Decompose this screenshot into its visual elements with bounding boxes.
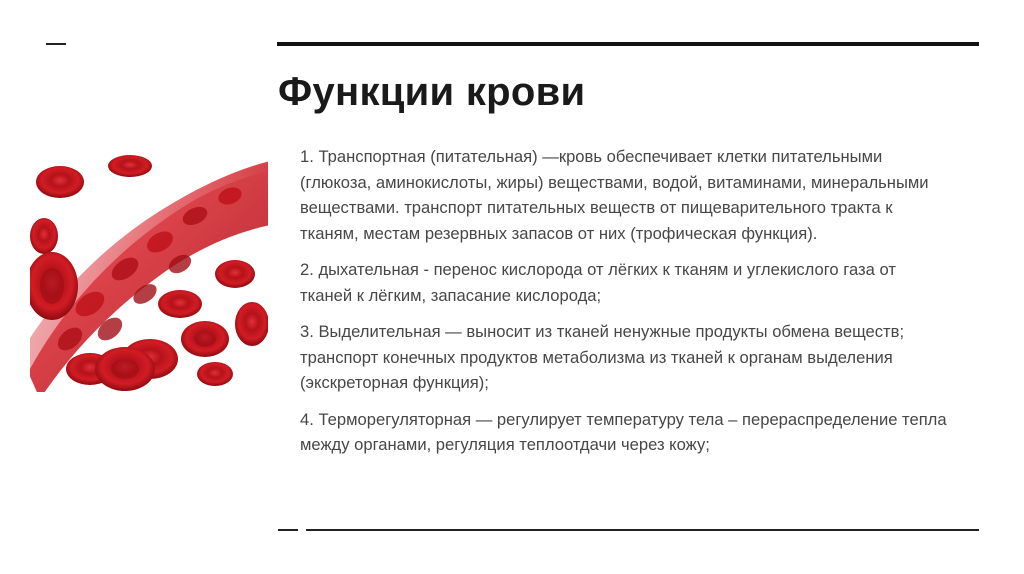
red-blood-cell <box>158 290 202 318</box>
function-item-excretory: 3. Выделительная — выносит из тканей ненужные продукты обмена веществ; транспорт конечных продуктов метаболизма из тканей к органам выделения (экскреторная функция); <box>300 322 905 392</box>
red-blood-cell <box>30 218 58 254</box>
red-blood-cell <box>36 166 84 198</box>
function-item-transport: 1. Транспортная (питательная) —кровь обеспечивает клетки питательными (глюкоза, аминокислоты, жиры) веществами, водой, витаминами, минеральными веществами. транспорт питательных веществ от пищеварительного тракта к тканям, местам резервных запасов от них (трофическая функция). <box>300 147 929 243</box>
top-rule <box>277 42 979 46</box>
function-item-respiratory: 2. дыхательная - перенос кислорода от лёгких к тканям и углекислого газа от тканей к лёгким, запасание кислорода; <box>300 260 896 305</box>
red-blood-cell <box>235 302 268 346</box>
red-blood-cell <box>108 155 152 177</box>
bottom-rule <box>306 529 979 531</box>
functions-list <box>300 144 950 469</box>
function-item-thermoregulatory: 4. Терморегуляторная — регулирует температуру тела – перераспределение тепла между органами, регуляция теплоотдачи через кожу; <box>300 409 947 454</box>
bottom-dash <box>278 529 298 531</box>
slide-title: Функции крови <box>278 70 586 114</box>
blood-cells-image <box>30 154 268 392</box>
blood-cells-illustration <box>30 154 268 392</box>
red-blood-cell <box>197 362 233 386</box>
top-left-dash <box>46 43 66 45</box>
red-blood-cell <box>215 260 255 288</box>
